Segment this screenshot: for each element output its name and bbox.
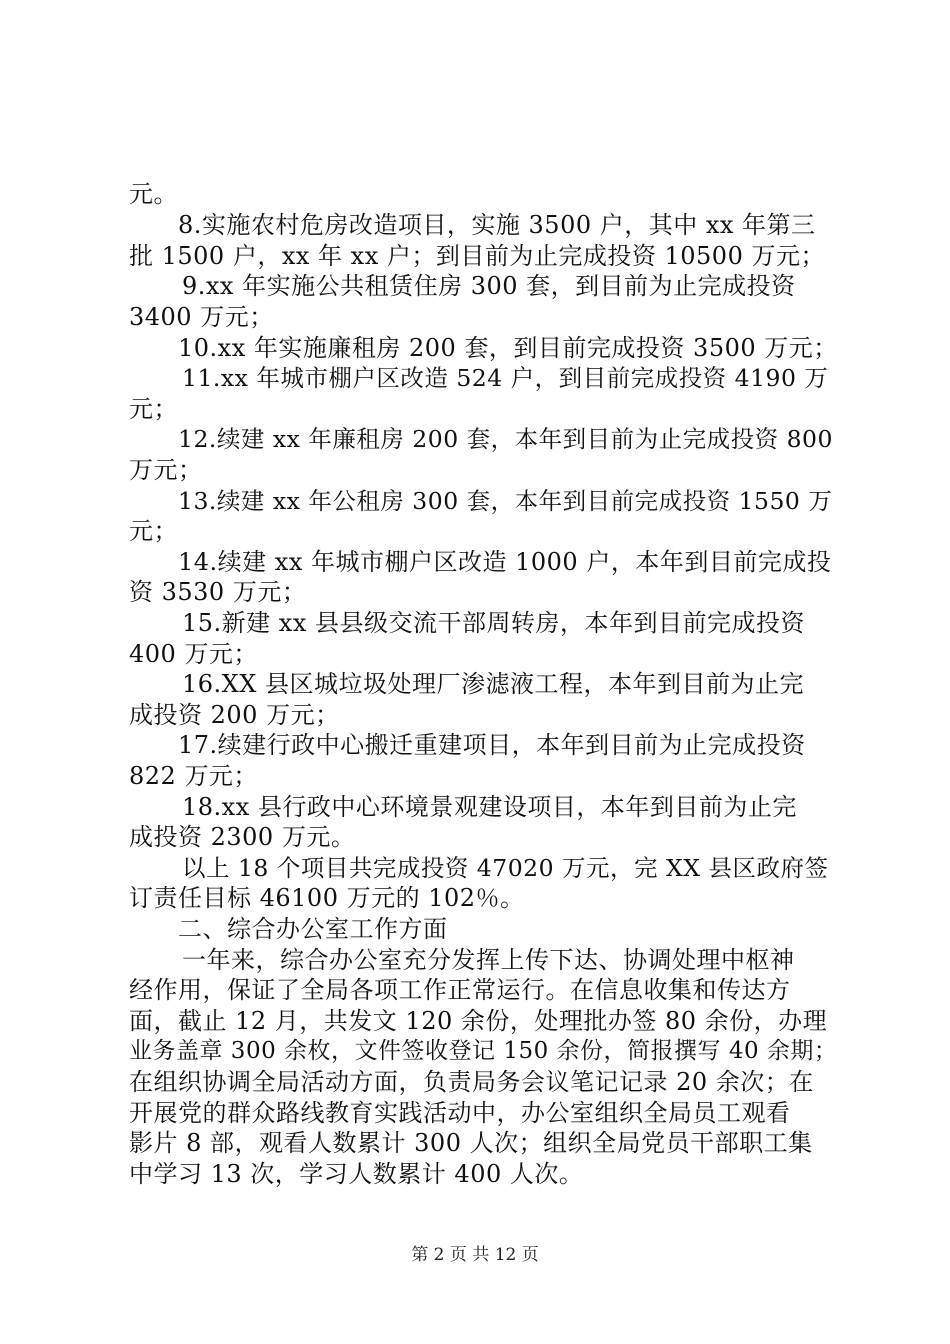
text-line: 3400 万元； [129, 303, 274, 331]
text-line: 中学习 13 次，学习人数累计 400 人次。 [129, 1160, 584, 1188]
text-line: 9.xx 年实施公共租赁住房 300 套，到目前为止完成投资 [182, 272, 796, 300]
text-line: 12.续建 xx 年廉租房 200 套，本年到目前为止完成投资 800 [178, 425, 833, 453]
text-line: 元； [129, 395, 178, 423]
page-number: 第 2 页 共 12 页 [411, 1245, 539, 1265]
text-line: 以上 18 个项目共完成投资 47020 万元，完 XX 县区政府签 [182, 854, 829, 882]
text-line: 8.实施农村危房改造项目，实施 3500 户，其中 xx 年第三 [178, 211, 816, 239]
text-line: 元。 [129, 180, 178, 208]
text-line: 13.续建 xx 年公租房 300 套，本年到目前完成投资 1550 万 [178, 487, 833, 515]
text-line: 14.续建 xx 年城市棚户区改造 1000 户，本年到目前完成投 [178, 548, 832, 576]
text-line: 18.xx 县行政中心环境景观建设项目，本年到目前为止完 [182, 793, 797, 821]
text-line: 16.XX 县区城垃圾处理厂渗滤液工程，本年到目前为止完 [182, 670, 804, 698]
text-line: 在组织协调全局活动方面，负责局务会议笔记记录 20 余次；在 [129, 1068, 814, 1096]
text-line: 400 万元； [129, 640, 258, 668]
text-line: 面，截止 12 月，共发文 120 余份，处理批办签 80 余份，办理 [129, 1007, 828, 1035]
text-line: 元； [129, 517, 178, 545]
text-line: 15.新建 xx 县县级交流干部周转房，本年到目前完成投资 [182, 609, 805, 637]
text-line: 822 万元； [129, 762, 258, 790]
text-line: 万元； [129, 456, 203, 484]
text-line: 11.xx 年城市棚户区改造 524 户，到目前完成投资 4190 万 [182, 364, 829, 392]
text-line: 17.续建行政中心搬迁重建项目，本年到目前为止完成投资 [178, 731, 806, 759]
text-line: 影片 8 部，观看人数累计 300 人次；组织全局党员干部职工集 [129, 1129, 813, 1157]
text-line: 成投资 2300 万元。 [129, 823, 356, 851]
text-line: 订责任目标 46100 万元的 102％。 [129, 884, 525, 912]
section-heading: 二、综合办公室工作方面 [178, 915, 448, 943]
text-line: 经作用，保证了全局各项工作正常运行。在信息收集和传达方 [129, 976, 791, 1004]
page-footer [0, 1244, 950, 1266]
text-line: 资 3530 万元； [129, 578, 307, 606]
text-line: 开展党的群众路线教育实践活动中，办公室组织全局员工观看 [129, 1099, 791, 1127]
text-line: 批 1500 户，xx 年 xx 户；到目前为止完成投资 10500 万元； [129, 242, 825, 270]
text-line: 业务盖章 300 余枚，文件签收登记 150 余份，简报撰写 40 余期； [129, 1038, 838, 1064]
text-line: 10.xx 年实施廉租房 200 套，到目前完成投资 3500 万元； [178, 334, 838, 362]
text-line: 成投资 200 万元； [129, 701, 340, 729]
text-line: 一年来，综合办公室充分发挥上传下达、协调处理中枢神 [182, 946, 795, 974]
